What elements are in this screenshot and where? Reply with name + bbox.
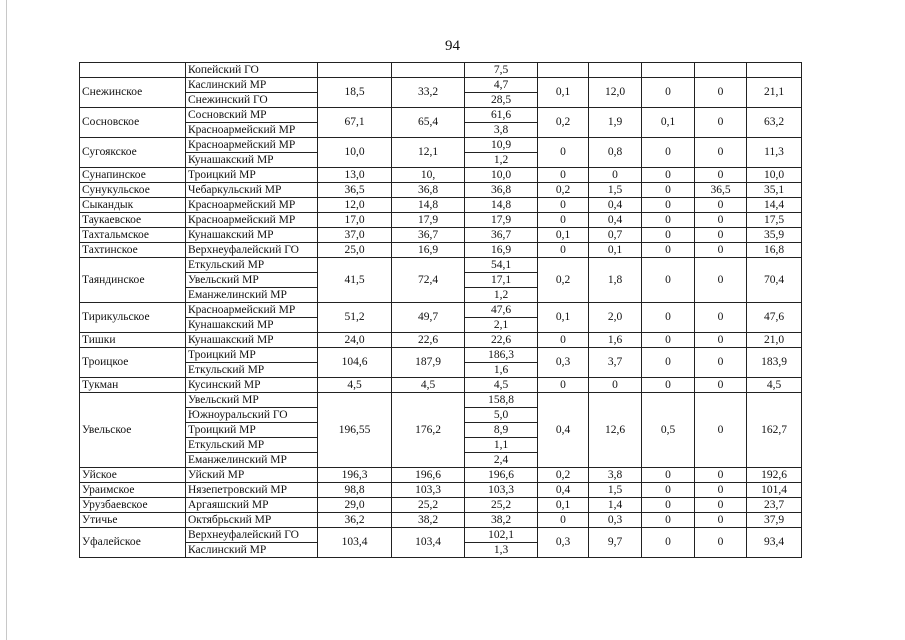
value-col2-cell: 36,7	[392, 228, 465, 243]
value-col4-cell: 0,1	[538, 228, 589, 243]
municipality-cell: Южноуральский ГО	[186, 408, 318, 423]
source-value-cell: 28,5	[465, 93, 538, 108]
value-col6-cell: 0	[642, 483, 695, 498]
reservoir-name-cell: Тукман	[80, 378, 186, 393]
municipality-cell: Каслинский МР	[186, 543, 318, 558]
value-col1-cell: 4,5	[318, 378, 392, 393]
value-col5-cell: 1,4	[589, 498, 642, 513]
municipality-cell: Увельский МР	[186, 393, 318, 408]
source-value-cell: 10,9	[465, 138, 538, 153]
value-col6-cell: 0	[642, 138, 695, 168]
table-row	[80, 63, 802, 78]
value-col8-cell: 35,9	[747, 228, 802, 243]
municipality-cell: Чебаркульский МР	[186, 183, 318, 198]
municipality-cell: Кунашакский МР	[186, 333, 318, 348]
value-col4-cell: 0,2	[538, 108, 589, 138]
value-col2-cell: 36,8	[392, 183, 465, 198]
reservoir-name-cell	[80, 63, 186, 78]
value-col2-cell: 72,4	[392, 258, 465, 303]
value-col5-cell: 3,8	[589, 468, 642, 483]
value-col5-cell: 2,0	[589, 303, 642, 333]
value-col4-cell: 0	[538, 168, 589, 183]
value-col4-cell: 0,1	[538, 78, 589, 108]
table-row	[80, 243, 802, 258]
value-col4-cell: 0	[538, 378, 589, 393]
value-col2-cell: 4,5	[392, 378, 465, 393]
reservoir-name-cell: Тирикульское	[80, 303, 186, 333]
value-col6-cell: 0	[642, 513, 695, 528]
source-value-cell: 1,3	[465, 543, 538, 558]
value-col8-cell: 162,7	[747, 393, 802, 468]
value-col7-cell: 0	[695, 348, 747, 378]
value-col1-cell: 24,0	[318, 333, 392, 348]
source-value-cell: 36,8	[465, 183, 538, 198]
source-value-cell: 3,8	[465, 123, 538, 138]
value-col2-cell: 33,2	[392, 78, 465, 108]
source-value-cell: 2,4	[465, 453, 538, 468]
municipality-cell: Каслинский МР	[186, 78, 318, 93]
value-col1-cell: 10,0	[318, 138, 392, 168]
value-col4-cell: 0	[538, 243, 589, 258]
source-value-cell: 1,2	[465, 153, 538, 168]
table-row	[80, 78, 802, 93]
table-row	[80, 483, 802, 498]
value-col2-cell: 49,7	[392, 303, 465, 333]
municipality-cell: Еманжелинский МР	[186, 453, 318, 468]
value-col8-cell	[747, 63, 802, 78]
source-value-cell: 16,9	[465, 243, 538, 258]
reservoir-name-cell: Таяндинское	[80, 258, 186, 303]
source-value-cell: 17,1	[465, 273, 538, 288]
source-value-cell: 158,8	[465, 393, 538, 408]
value-col1-cell: 29,0	[318, 498, 392, 513]
value-col7-cell: 0	[695, 333, 747, 348]
value-col8-cell: 101,4	[747, 483, 802, 498]
reservoir-name-cell: Троицкое	[80, 348, 186, 378]
municipality-cell: Уйский МР	[186, 468, 318, 483]
value-col7-cell: 0	[695, 498, 747, 513]
value-col4-cell: 0,2	[538, 258, 589, 303]
value-col8-cell: 14,4	[747, 198, 802, 213]
value-col6-cell: 0	[642, 528, 695, 558]
source-value-cell: 103,3	[465, 483, 538, 498]
municipality-cell: Красноармейский МР	[186, 213, 318, 228]
source-value-cell: 38,2	[465, 513, 538, 528]
value-col6-cell	[642, 63, 695, 78]
value-col2-cell: 196,6	[392, 468, 465, 483]
value-col5-cell: 0,1	[589, 243, 642, 258]
municipality-cell: Верхнеуфалейский ГО	[186, 243, 318, 258]
value-col6-cell: 0	[642, 333, 695, 348]
value-col4-cell: 0	[538, 213, 589, 228]
value-col2-cell: 187,9	[392, 348, 465, 378]
value-col8-cell: 21,1	[747, 78, 802, 108]
source-value-cell: 4,7	[465, 78, 538, 93]
reservoir-name-cell: Сосновское	[80, 108, 186, 138]
source-value-cell: 1,6	[465, 363, 538, 378]
table-row	[80, 513, 802, 528]
value-col1-cell: 12,0	[318, 198, 392, 213]
value-col6-cell: 0	[642, 183, 695, 198]
value-col1-cell: 37,0	[318, 228, 392, 243]
value-col4-cell: 0,3	[538, 348, 589, 378]
value-col8-cell: 17,5	[747, 213, 802, 228]
table-row	[80, 228, 802, 243]
table-row	[80, 348, 802, 363]
table-row	[80, 468, 802, 483]
value-col6-cell: 0,5	[642, 393, 695, 468]
value-col7-cell: 0	[695, 528, 747, 558]
table-row	[80, 393, 802, 408]
value-col6-cell: 0	[642, 348, 695, 378]
reserves-table	[79, 62, 802, 558]
value-col2-cell: 103,3	[392, 483, 465, 498]
page-left-edge	[6, 0, 7, 640]
value-col8-cell: 4,5	[747, 378, 802, 393]
value-col1-cell: 67,1	[318, 108, 392, 138]
value-col7-cell: 0	[695, 513, 747, 528]
table-row	[80, 198, 802, 213]
reservoir-name-cell: Ураимское	[80, 483, 186, 498]
municipality-cell: Аргаяшский МР	[186, 498, 318, 513]
value-col7-cell: 0	[695, 243, 747, 258]
value-col1-cell: 36,2	[318, 513, 392, 528]
table-row	[80, 168, 802, 183]
value-col5-cell: 0	[589, 378, 642, 393]
municipality-cell: Красноармейский МР	[186, 138, 318, 153]
value-col6-cell: 0	[642, 498, 695, 513]
value-col1-cell: 17,0	[318, 213, 392, 228]
value-col2-cell: 38,2	[392, 513, 465, 528]
value-col7-cell: 0	[695, 108, 747, 138]
source-value-cell: 10,0	[465, 168, 538, 183]
value-col8-cell: 23,7	[747, 498, 802, 513]
reservoir-name-cell: Тахтальмское	[80, 228, 186, 243]
value-col2-cell: 14,8	[392, 198, 465, 213]
value-col1-cell: 196,3	[318, 468, 392, 483]
reservoir-name-cell: Сыкандык	[80, 198, 186, 213]
value-col7-cell: 0	[695, 198, 747, 213]
value-col7-cell	[695, 63, 747, 78]
source-value-cell: 36,7	[465, 228, 538, 243]
table-row	[80, 528, 802, 543]
value-col6-cell: 0	[642, 213, 695, 228]
value-col7-cell: 0	[695, 228, 747, 243]
reservoir-name-cell: Тишки	[80, 333, 186, 348]
value-col2-cell: 22,6	[392, 333, 465, 348]
value-col6-cell: 0,1	[642, 108, 695, 138]
value-col7-cell: 0	[695, 378, 747, 393]
value-col4-cell: 0,4	[538, 393, 589, 468]
municipality-cell: Красноармейский МР	[186, 198, 318, 213]
reservoir-name-cell: Увельское	[80, 393, 186, 468]
municipality-cell: Кусинский МР	[186, 378, 318, 393]
value-col8-cell: 183,9	[747, 348, 802, 378]
value-col7-cell: 0	[695, 393, 747, 468]
value-col5-cell: 1,6	[589, 333, 642, 348]
value-col6-cell: 0	[642, 198, 695, 213]
source-value-cell: 22,6	[465, 333, 538, 348]
reservoir-name-cell: Уйское	[80, 468, 186, 483]
value-col8-cell: 21,0	[747, 333, 802, 348]
table-row	[80, 498, 802, 513]
value-col4-cell: 0	[538, 513, 589, 528]
value-col2-cell: 16,9	[392, 243, 465, 258]
value-col2-cell: 10,	[392, 168, 465, 183]
municipality-cell: Кунашакский МР	[186, 153, 318, 168]
value-col7-cell: 0	[695, 258, 747, 303]
value-col2-cell: 65,4	[392, 108, 465, 138]
value-col1-cell: 104,6	[318, 348, 392, 378]
value-col5-cell: 1,8	[589, 258, 642, 303]
municipality-cell: Еткульский МР	[186, 438, 318, 453]
value-col7-cell: 0	[695, 468, 747, 483]
municipality-cell: Копейский ГО	[186, 63, 318, 78]
value-col6-cell: 0	[642, 243, 695, 258]
table-row	[80, 303, 802, 318]
value-col4-cell: 0,2	[538, 183, 589, 198]
value-col2-cell: 103,4	[392, 528, 465, 558]
source-value-cell: 47,6	[465, 303, 538, 318]
value-col5-cell: 0,7	[589, 228, 642, 243]
table-row	[80, 378, 802, 393]
value-col7-cell: 0	[695, 138, 747, 168]
value-col4-cell: 0	[538, 138, 589, 168]
municipality-cell: Красноармейский МР	[186, 123, 318, 138]
municipality-cell: Кунашакский МР	[186, 228, 318, 243]
value-col7-cell: 0	[695, 213, 747, 228]
source-value-cell: 1,1	[465, 438, 538, 453]
value-col7-cell: 36,5	[695, 183, 747, 198]
value-col4-cell: 0,1	[538, 498, 589, 513]
value-col1-cell	[318, 63, 392, 78]
municipality-cell: Еткульский МР	[186, 258, 318, 273]
value-col4-cell: 0	[538, 333, 589, 348]
value-col7-cell: 0	[695, 168, 747, 183]
municipality-cell: Троицкий МР	[186, 423, 318, 438]
value-col4-cell: 0,3	[538, 528, 589, 558]
value-col1-cell: 36,5	[318, 183, 392, 198]
reservoir-name-cell: Утичье	[80, 513, 186, 528]
source-value-cell: 8,9	[465, 423, 538, 438]
source-value-cell: 17,9	[465, 213, 538, 228]
municipality-cell: Сосновский МР	[186, 108, 318, 123]
value-col5-cell: 9,7	[589, 528, 642, 558]
value-col5-cell: 0,4	[589, 198, 642, 213]
value-col8-cell: 70,4	[747, 258, 802, 303]
value-col8-cell: 10,0	[747, 168, 802, 183]
value-col6-cell: 0	[642, 258, 695, 303]
value-col1-cell: 18,5	[318, 78, 392, 108]
table-row	[80, 258, 802, 273]
value-col6-cell: 0	[642, 303, 695, 333]
reservoir-name-cell: Таукаевское	[80, 213, 186, 228]
reservoir-name-cell: Сунапинское	[80, 168, 186, 183]
value-col2-cell: 12,1	[392, 138, 465, 168]
value-col4-cell: 0,1	[538, 303, 589, 333]
source-value-cell: 5,0	[465, 408, 538, 423]
municipality-cell: Красноармейский МР	[186, 303, 318, 318]
source-value-cell: 7,5	[465, 63, 538, 78]
value-col2-cell: 17,9	[392, 213, 465, 228]
value-col8-cell: 93,4	[747, 528, 802, 558]
table-row	[80, 213, 802, 228]
value-col8-cell: 16,8	[747, 243, 802, 258]
source-value-cell: 61,6	[465, 108, 538, 123]
municipality-cell: Еткульский МР	[186, 363, 318, 378]
value-col5-cell: 0,8	[589, 138, 642, 168]
value-col8-cell: 11,3	[747, 138, 802, 168]
source-value-cell: 4,5	[465, 378, 538, 393]
municipality-cell: Снежинский ГО	[186, 93, 318, 108]
table-row	[80, 138, 802, 153]
reservoir-name-cell: Снежинское	[80, 78, 186, 108]
source-value-cell: 54,1	[465, 258, 538, 273]
source-value-cell: 14,8	[465, 198, 538, 213]
table-row	[80, 333, 802, 348]
value-col1-cell: 98,8	[318, 483, 392, 498]
value-col5-cell: 12,6	[589, 393, 642, 468]
reservoir-name-cell: Уфалейское	[80, 528, 186, 558]
value-col1-cell: 103,4	[318, 528, 392, 558]
municipality-cell: Верхнеуфалейский ГО	[186, 528, 318, 543]
municipality-cell: Троицкий МР	[186, 348, 318, 363]
source-value-cell: 102,1	[465, 528, 538, 543]
value-col6-cell: 0	[642, 468, 695, 483]
table-row	[80, 183, 802, 198]
value-col4-cell: 0,4	[538, 483, 589, 498]
reservoir-name-cell: Урузбаевское	[80, 498, 186, 513]
value-col1-cell: 196,55	[318, 393, 392, 468]
value-col5-cell: 1,9	[589, 108, 642, 138]
municipality-cell: Еманжелинский МР	[186, 288, 318, 303]
value-col5-cell: 1,5	[589, 183, 642, 198]
source-value-cell: 196,6	[465, 468, 538, 483]
municipality-cell: Октябрьский МР	[186, 513, 318, 528]
value-col5-cell: 12,0	[589, 78, 642, 108]
value-col5-cell	[589, 63, 642, 78]
value-col5-cell: 0,4	[589, 213, 642, 228]
value-col6-cell: 0	[642, 78, 695, 108]
reservoir-name-cell: Сунукульское	[80, 183, 186, 198]
reservoir-name-cell: Сугоякское	[80, 138, 186, 168]
value-col1-cell: 13,0	[318, 168, 392, 183]
value-col5-cell: 0	[589, 168, 642, 183]
value-col8-cell: 37,9	[747, 513, 802, 528]
value-col5-cell: 3,7	[589, 348, 642, 378]
municipality-cell: Увельский МР	[186, 273, 318, 288]
value-col1-cell: 25,0	[318, 243, 392, 258]
municipality-cell: Нязепетровский МР	[186, 483, 318, 498]
source-value-cell: 1,2	[465, 288, 538, 303]
value-col7-cell: 0	[695, 78, 747, 108]
value-col4-cell: 0,2	[538, 468, 589, 483]
municipality-cell: Троицкий МР	[186, 168, 318, 183]
value-col7-cell: 0	[695, 483, 747, 498]
value-col1-cell: 41,5	[318, 258, 392, 303]
municipality-cell: Кунашакский МР	[186, 318, 318, 333]
value-col1-cell: 51,2	[318, 303, 392, 333]
value-col6-cell: 0	[642, 378, 695, 393]
value-col8-cell: 192,6	[747, 468, 802, 483]
source-value-cell: 186,3	[465, 348, 538, 363]
value-col2-cell	[392, 63, 465, 78]
source-value-cell: 2,1	[465, 318, 538, 333]
page-number: 94	[445, 38, 460, 54]
value-col8-cell: 63,2	[747, 108, 802, 138]
value-col2-cell: 176,2	[392, 393, 465, 468]
value-col6-cell: 0	[642, 228, 695, 243]
value-col2-cell: 25,2	[392, 498, 465, 513]
value-col5-cell: 1,5	[589, 483, 642, 498]
value-col6-cell: 0	[642, 168, 695, 183]
value-col5-cell: 0,3	[589, 513, 642, 528]
value-col4-cell: 0	[538, 198, 589, 213]
value-col8-cell: 35,1	[747, 183, 802, 198]
value-col8-cell: 47,6	[747, 303, 802, 333]
reservoir-name-cell: Тахтинское	[80, 243, 186, 258]
value-col4-cell	[538, 63, 589, 78]
source-value-cell: 25,2	[465, 498, 538, 513]
value-col7-cell: 0	[695, 303, 747, 333]
table-row	[80, 108, 802, 123]
